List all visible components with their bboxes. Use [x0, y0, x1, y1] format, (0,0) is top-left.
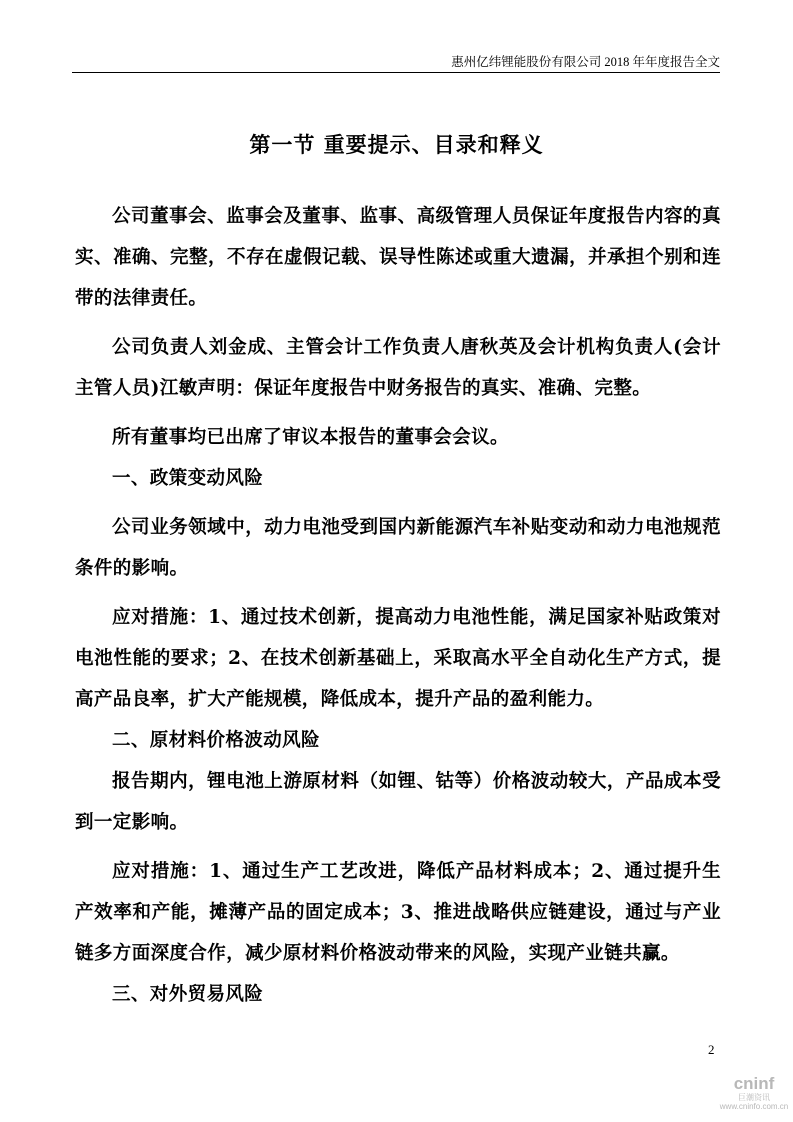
- document-body: [75, 196, 721, 1015]
- logo-brand: cninf: [733, 1074, 775, 1093]
- paragraph-attendance: 所有董事均已出席了审议本报告的董事会会议。: [112, 427, 509, 448]
- logo-subtitle: 巨潮资讯: [738, 1093, 770, 1102]
- logo-url: www.cninfo.com.cn: [719, 1102, 789, 1111]
- heading-material-risk: 二、原材料价格波动风险: [112, 730, 320, 751]
- running-header: [72, 50, 720, 73]
- header-title: 惠州亿纬锂能股份有限公司 2018 年年度报告全文: [451, 55, 720, 69]
- paragraph-responsible-statement: 公司负责人刘金成、主管会计工作负责人唐秋英及会计机构负责人(会计主管人员)江敏声明：保证年度报告中财务报告的真实、准确、完整。: [75, 337, 721, 399]
- heading-trade-risk: 三、对外贸易风险: [112, 984, 264, 1005]
- paragraph-policy-measures: 应对措施：1、通过技术创新，提高动力电池性能，满足国家补贴政策对电池性能的要求；2、在技术创新基础上，采取高水平全自动化生产方式，提高产品良率，扩大产能规模，降低成本，提升产品的盈利能力。: [75, 607, 721, 710]
- section-title: 第一节 重要提示、目录和释义: [249, 132, 544, 157]
- cninfo-watermark-logo: [718, 1075, 790, 1112]
- paragraph-material-risk: 报告期内，锂电池上游原材料（如锂、钴等）价格波动较大，产品成本受到一定影响。: [75, 771, 721, 833]
- paragraph-policy-risk: 公司业务领域中，动力电池受到国内新能源汽车补贴变动和动力电池规范条件的影响。: [75, 517, 721, 579]
- paragraph-material-measures: 应对措施：1、通过生产工艺改进，降低产品材料成本；2、通过提升生产效率和产能，摊薄产品的固定成本；3、推进战略供应链建设，通过与产业链多方面深度合作，减少原材料价格波动带来的风险，实现产业链共赢。: [75, 861, 721, 964]
- heading-policy-risk: 一、政策变动风险: [112, 468, 264, 489]
- page-number: 2: [708, 1042, 715, 1057]
- paragraph-board-statement: 公司董事会、监事会及董事、监事、高级管理人员保证年度报告内容的真实、准确、完整，不存在虚假记载、误导性陈述或重大遗漏，并承担个别和连带的法律责任。: [75, 206, 721, 309]
